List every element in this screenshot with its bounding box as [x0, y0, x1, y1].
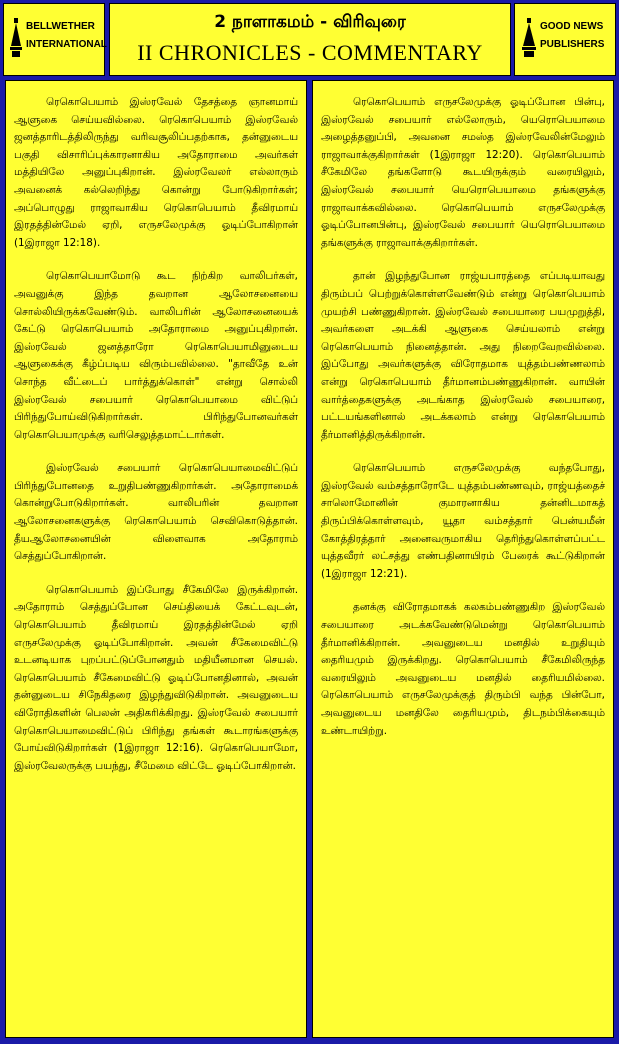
title-tamil: 2 நாளாகமம் - விரிவுரை	[214, 12, 406, 32]
logo-line1: GOOD NEWS	[540, 21, 604, 32]
logo-line2: INTERNATIONAL	[26, 39, 107, 50]
page-header	[0, 0, 619, 80]
paragraph: ரெகொபெயாம் எருசலேமுக்கு வந்தபோது, இஸ்ரவேல் வம்சத்தாரோடே யுத்தம்பண்ணவும், ராஜ்யத்தைச் சாலொமோனின் குமாரனாகிய தன்னிடமாகத் திருப்பிக்கொள்ளவும், யூதா வம்சத்தார் பென்யமீன் கோத்திரத்தார் அனைவருமாகிய தெரிந்துகொள்ளப்பட்ட யுத்தவீரர் லட்சத்து எண்பதினாயிரம் பேரைக் கூட்டுகிறான் (1இராஜா 12:21).	[321, 462, 605, 580]
bell-icon	[521, 18, 537, 58]
bellwether-logo	[3, 3, 105, 76]
paragraph: தனக்கு விரோதமாகக் கலகம்பண்ணுகிற இஸ்ரவேல் சபையாரை அடக்கவேண்டுமென்று ரெகொபெயாம் தீர்மானிக்கிறான். அவனுடைய மனதில் உறுதியும் தைரியமும் இருக்கிறது. ரெகொபெயாம் சீகேமிலிருந்த வரையிலும் அவனுடைய மனதில் தைரியமில்லை. ரெகொபெயாம் எருசலேமுக்குத் திரும்பி வந்த பின்போ, அவனுடைய மனதிலே தைரியமும், திடநம்பிக்கையும் உண்டாயிற்று.	[321, 601, 605, 737]
paragraph: தான் இழந்துபோன ராஜ்யபாரத்தை எப்படியாவது திரும்பப் பெற்றுக்கொள்ளவேண்டும் என்று ரெகொபெயாம் முயற்சி பண்ணுகிறான். இஸ்ரவேல் சபையாரை பயமுறுத்தி, அவர்களை அடக்கி ஆளுகை செய்யலாம் என்று ரெகொபெயாம் நினைத்தான். அது நிறைவேறவில்லை. இப்போது அவர்களுக்கு விரோதமாக யுத்தம்பண்ணலாம் என்று ரெகொபெயாம் தீர்மானம்பண்ணுகிறான். வாயின் வார்த்தைகளுக்கு அடங்காத இஸ்ரவேல் சபையாரை, பட்டயங்களினால் அடக்கலாம் என்று ரெகொபெயாம் தீர்மானித்திருக்கிறான்.	[321, 270, 605, 441]
logo-line1: BELLWETHER	[26, 21, 95, 32]
good-news-logo	[514, 3, 616, 76]
paragraph: ரெகொபெயாமோடு கூட நிற்கிற வாலிபர்கள், அவனுக்கு இந்த தவறான ஆலோசனையை சொல்லியிருக்கவேண்டும். வாலிபரின் ஆலோசனையைக் கேட்டு ரெகொபெயாம் அதோராமை அனுப்புகிறான். இஸ்ரவேல் ஜனத்தாரோ ரெகொபெயாமினுடைய ஆளுகைக்கு கீழ்ப்படிய விரும்பவில்லை. "தாவீதே உன் சொந்த வீட்டைப் பார்த்துக்கொள்" என்று சொல்லி இஸ்ரவேல் சபையார் ரெகொபெயாமை விட்டுப் பிரிந்துபோய்விடுகிறார்கள். பிரிந்துபோனவர்கள் ரெகொபெயாமுக்கு வரிசெலுத்தமாட்டார்கள்.	[14, 270, 298, 441]
bellwether-logo-text	[26, 18, 107, 54]
paragraph: ரெகொபெயாம் இப்போது சீகேமிலே இருக்கிறான். அதோராம் செத்துப்போன செய்தியைக் கேட்டவுடன், ரெகொபெயாம் தீவிரமாய் இரதத்தின்மேல் ஏறி எருசலேமுக்கு ஓடிப்போகிறான். அவன் சீகேமைவிட்டு உடனடியாக புறப்பட்டுப்போனதும் மதியீனமான செயல். ரெகொபெயாம் சீகேமைவிட்டு ஓடிப்போனதினால், அவன் தன்னுடைய சிநேகிதரை இழந்துவிடுகிறான். அவனுடைய விரோதிகளின் பெலன் அதிகரிக்கிறது. இஸ்ரவேல் சபையார் ரெகொபெயாமைவிட்டுப் பிரிந்து தங்கள் கூடாரங்களுக்கு போய்விடுகிறார்கள் (1இராஜா 12:16). ரெகொபெயாமோ, இஸ்ரவேலருக்கு பயந்து, சீமேமை விட்டே ஓடிப்போகிறான்.	[14, 583, 298, 772]
paragraph: இஸ்ரவேல் சபையார் ரெகொபெயாமைவிட்டுப் பிரிந்துபோனதை உறுதிபண்ணுகிறார்கள். அதோராமைக் கொன்றுபோடுகிறார்கள். வாலிபரின் தவறான ஆலோசனைகளுக்கு ரெகொபெயாம் செவிகொடுத்தான். தீயஆலோசனையின் விளைவாக அதோராம் செத்துப்போகிறான்.	[14, 462, 298, 563]
title-english: II CHRONICLES - COMMENTARY	[137, 40, 483, 65]
good-news-logo-text	[540, 18, 604, 54]
paragraph: ரெகொபெயாம் எருசலேமுக்கு ஓடிப்போன பின்பு, இஸ்ரவேல் சபையார் எல்லோரும், யெரொபெயாமை அழைத்தனுப்பி, அவனை சமஸ்த இஸ்ரவேலின்மேலும் ராஜாவாக்குகிறார்கள் (1இராஜா 12:20). ரெகொபெயாம் சீகேமிலே தங்களோடு கூடயிருக்கும் வரையிலும், இஸ்ரவேல் சபையார் யெரொபெயாமை தங்களுக்கு ராஜாவாக்கவில்லை. ரெகொபெயாம் எருசலேமுக்கு ஓடிப்போனபின்பு, இஸ்ரவேல் சபையார் யெரொபெயாமை தங்களுக்கு ராஜாவாக்குகிறார்கள்.	[321, 96, 605, 249]
page-title	[109, 3, 511, 76]
bell-icon	[9, 18, 23, 58]
right-column	[312, 80, 614, 1038]
logo-line2: PUBLISHERS	[540, 39, 605, 50]
left-column	[5, 80, 307, 1038]
paragraph: ரெகொபெயாம் இஸ்ரவேல் தேசத்தை ஞானமாய் ஆளுகை செய்யவில்லை. ரெகொபெயாம் இஸ்ரவேல் ஜனத்தாரிடத்திலிருந்து வரிவசூலிப்பதற்காக, தன்னுடைய பகுதி விசாரிப்புக்காரனாகிய அதோராமை அவர்கள் மத்தியிலே அனுப்புகிறான். இஸ்ரவேலர் எல்லாரும் அவனைக் கல்லெறிந்து கொன்று போடுகிறார்கள்; அப்பொழுது ராஜாவாகிய ரெகொபெயாம் தீவிரமாய் இரதத்தின்மேல் ஏறி, எருசலேமுக்கு ஓடிப்போகிறான் (1இராஜா 12:18).	[14, 96, 298, 249]
